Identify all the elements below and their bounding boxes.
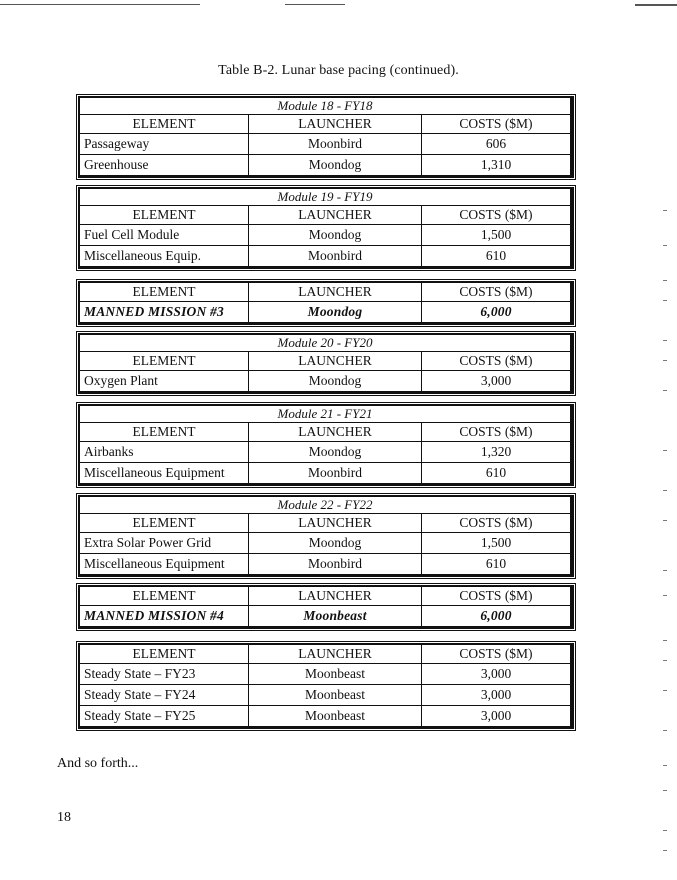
- table-row: [80, 371, 571, 392]
- column-header-row: [80, 206, 571, 225]
- element-cell: Airbanks: [80, 442, 249, 463]
- cost-cell: 6,000: [422, 302, 571, 323]
- element-cell: Steady State – FY24: [80, 685, 249, 706]
- element-cell: MANNED MISSION #3: [80, 302, 249, 323]
- module-heading-row: [80, 406, 571, 423]
- cost-cell: 3,000: [422, 706, 571, 727]
- margin-tick: [663, 340, 667, 341]
- table-row: [80, 664, 571, 685]
- costs-column-header: COSTS ($M): [422, 423, 571, 442]
- margin-tick: [663, 690, 667, 691]
- element-column-header: ELEMENT: [80, 115, 249, 134]
- margin-tick: [663, 595, 667, 596]
- margin-tick: [663, 360, 667, 361]
- table-row: [80, 442, 571, 463]
- element-column-header: ELEMENT: [80, 423, 249, 442]
- margin-tick: [663, 390, 667, 391]
- launcher-column-header: LAUNCHER: [249, 645, 422, 664]
- element-cell: Steady State – FY25: [80, 706, 249, 727]
- element-column-header: ELEMENT: [80, 206, 249, 225]
- launcher-cell: Moonbird: [249, 463, 422, 484]
- launcher-column-header: LAUNCHER: [249, 206, 422, 225]
- table-row: [80, 533, 571, 554]
- launcher-column-header: LAUNCHER: [249, 587, 422, 606]
- margin-tick: [663, 210, 667, 211]
- costs-column-header: COSTS ($M): [422, 115, 571, 134]
- manned-mission-row: [80, 302, 571, 323]
- launcher-cell: Moonbeast: [249, 664, 422, 685]
- margin-tick: [663, 660, 667, 661]
- module-heading: Module 21 - FY21: [80, 406, 571, 423]
- element-cell: MANNED MISSION #4: [80, 606, 249, 627]
- margin-tick: [663, 300, 667, 301]
- table-row: [80, 685, 571, 706]
- element-cell: Oxygen Plant: [80, 371, 249, 392]
- cost-table-grid: [79, 97, 571, 176]
- launcher-cell: Moondog: [249, 533, 422, 554]
- launcher-cell: Moondog: [249, 155, 422, 176]
- scan-margin-marks: [661, 190, 671, 870]
- module-heading: Module 19 - FY19: [80, 189, 571, 206]
- launcher-column-header: LAUNCHER: [249, 352, 422, 371]
- element-cell: Miscellaneous Equipment: [80, 554, 249, 575]
- costs-column-header: COSTS ($M): [422, 587, 571, 606]
- margin-tick: [663, 730, 667, 731]
- column-header-row: [80, 514, 571, 533]
- cost-cell: 1,500: [422, 533, 571, 554]
- module-heading-row: [80, 497, 571, 514]
- closing-text: And so forth...: [57, 756, 139, 771]
- margin-tick: [663, 790, 667, 791]
- costs-column-header: COSTS ($M): [422, 206, 571, 225]
- table-caption: Table B-2. Lunar base pacing (continued).: [218, 63, 459, 78]
- module-heading: Module 20 - FY20: [80, 335, 571, 352]
- cost-cell: 1,320: [422, 442, 571, 463]
- element-column-header: ELEMENT: [80, 352, 249, 371]
- element-column-header: ELEMENT: [80, 587, 249, 606]
- margin-tick: [663, 520, 667, 521]
- column-header-row: [80, 423, 571, 442]
- cost-cell: 610: [422, 554, 571, 575]
- cost-cell: 3,000: [422, 371, 571, 392]
- cost-table: [78, 404, 574, 486]
- launcher-cell: Moonbeast: [249, 706, 422, 727]
- margin-tick: [663, 450, 667, 451]
- element-cell: Fuel Cell Module: [80, 225, 249, 246]
- launcher-column-header: LAUNCHER: [249, 423, 422, 442]
- element-cell: Miscellaneous Equip.: [80, 246, 249, 267]
- table-row: [80, 246, 571, 267]
- costs-column-header: COSTS ($M): [422, 514, 571, 533]
- cost-table-grid: [79, 405, 571, 484]
- cost-cell: 3,000: [422, 664, 571, 685]
- margin-tick: [663, 490, 667, 491]
- cost-table-grid: [79, 188, 571, 267]
- top-rule-middle: [285, 4, 345, 5]
- launcher-cell: Moonbeast: [249, 685, 422, 706]
- module-heading-row: [80, 189, 571, 206]
- module-heading: Module 18 - FY18: [80, 98, 571, 115]
- module-heading-row: [80, 98, 571, 115]
- margin-tick: [663, 570, 667, 571]
- column-header-row: [80, 283, 571, 302]
- margin-tick: [663, 765, 667, 766]
- cost-table-grid: [79, 496, 571, 575]
- launcher-column-header: LAUNCHER: [249, 283, 422, 302]
- launcher-cell: Moondog: [249, 302, 422, 323]
- launcher-cell: Moondog: [249, 442, 422, 463]
- cost-table: [78, 585, 574, 629]
- cost-cell: 610: [422, 463, 571, 484]
- cost-table-grid: [79, 282, 571, 323]
- launcher-cell: Moonbird: [249, 134, 422, 155]
- launcher-cell: Moondog: [249, 371, 422, 392]
- module-heading: Module 22 - FY22: [80, 497, 571, 514]
- margin-tick: [663, 640, 667, 641]
- costs-column-header: COSTS ($M): [422, 283, 571, 302]
- element-column-header: ELEMENT: [80, 645, 249, 664]
- table-row: [80, 554, 571, 575]
- column-header-row: [80, 587, 571, 606]
- top-rule-right: [635, 4, 677, 6]
- margin-tick: [663, 830, 667, 831]
- element-cell: Miscellaneous Equipment: [80, 463, 249, 484]
- page-number: 18: [57, 810, 71, 825]
- cost-table-grid: [79, 334, 571, 392]
- table-row: [80, 155, 571, 176]
- table-row: [80, 134, 571, 155]
- element-cell: Steady State – FY23: [80, 664, 249, 685]
- margin-tick: [663, 850, 667, 851]
- cost-cell: 606: [422, 134, 571, 155]
- cost-table: [78, 333, 574, 394]
- cost-table: [78, 281, 574, 325]
- cost-table-grid: [79, 586, 571, 627]
- cost-cell: 1,500: [422, 225, 571, 246]
- margin-tick: [663, 280, 667, 281]
- costs-column-header: COSTS ($M): [422, 645, 571, 664]
- column-header-row: [80, 352, 571, 371]
- element-cell: Extra Solar Power Grid: [80, 533, 249, 554]
- top-rule-left: [0, 4, 200, 5]
- module-heading-row: [80, 335, 571, 352]
- costs-column-header: COSTS ($M): [422, 352, 571, 371]
- cost-table: [78, 495, 574, 577]
- cost-cell: 1,310: [422, 155, 571, 176]
- cost-table: [78, 643, 574, 729]
- column-header-row: [80, 115, 571, 134]
- cost-table-grid: [79, 644, 571, 727]
- cost-table: [78, 187, 574, 269]
- launcher-column-header: LAUNCHER: [249, 115, 422, 134]
- launcher-cell: Moondog: [249, 225, 422, 246]
- launcher-column-header: LAUNCHER: [249, 514, 422, 533]
- table-row: [80, 463, 571, 484]
- launcher-cell: Moonbird: [249, 246, 422, 267]
- element-cell: Greenhouse: [80, 155, 249, 176]
- table-row: [80, 225, 571, 246]
- margin-tick: [663, 245, 667, 246]
- cost-table: [78, 96, 574, 178]
- element-column-header: ELEMENT: [80, 514, 249, 533]
- cost-cell: 6,000: [422, 606, 571, 627]
- element-cell: Passageway: [80, 134, 249, 155]
- manned-mission-row: [80, 606, 571, 627]
- cost-cell: 3,000: [422, 685, 571, 706]
- launcher-cell: Moonbird: [249, 554, 422, 575]
- launcher-cell: Moonbeast: [249, 606, 422, 627]
- element-column-header: ELEMENT: [80, 283, 249, 302]
- table-row: [80, 706, 571, 727]
- column-header-row: [80, 645, 571, 664]
- cost-cell: 610: [422, 246, 571, 267]
